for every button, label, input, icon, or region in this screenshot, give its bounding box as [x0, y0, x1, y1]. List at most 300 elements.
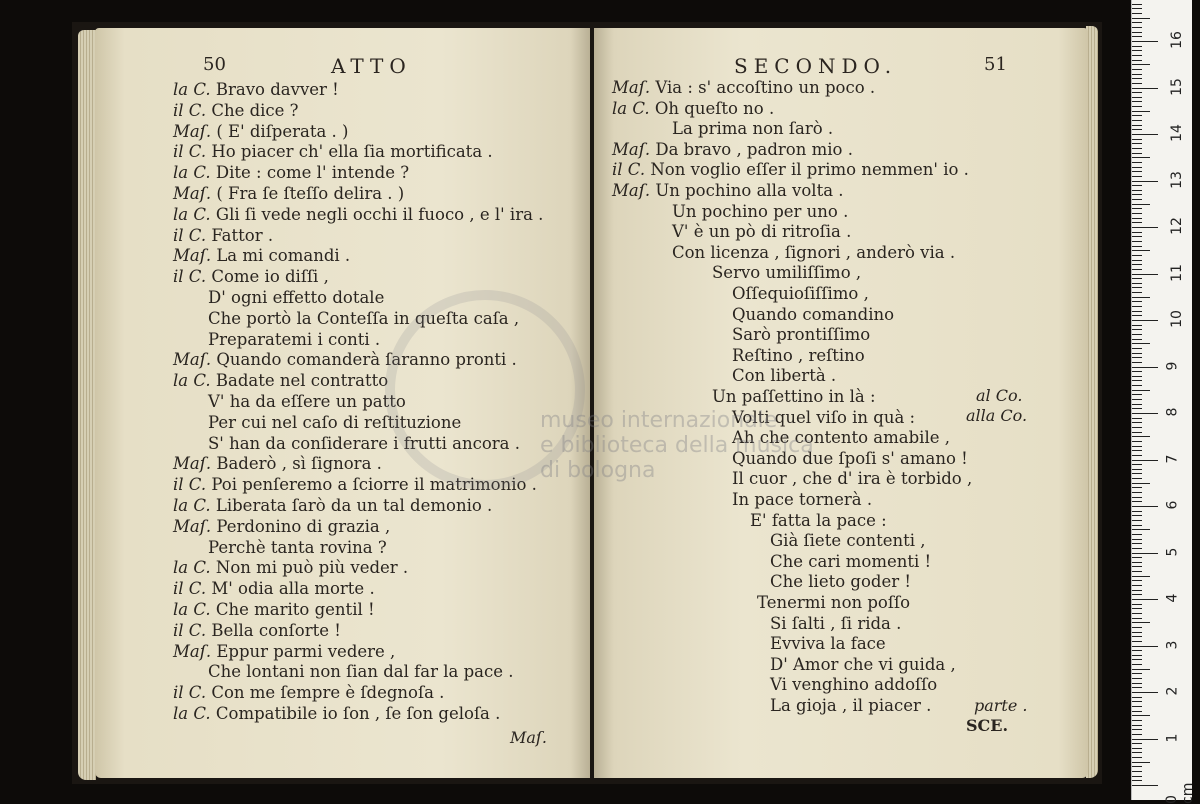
ruler-tick [1132, 771, 1142, 772]
ruler-tick [1132, 673, 1142, 674]
line-text: Liberata ſarò da un tal demonio . [215, 496, 493, 515]
ruler-tick [1132, 22, 1142, 23]
text-line [173, 496, 492, 516]
stage-direction-al-co: al Co. [976, 386, 1023, 405]
ruler-tick [1132, 650, 1142, 651]
ruler-number: 15 [1168, 77, 1185, 96]
text-line [757, 593, 910, 613]
line-text: Ho piacer ch' ella ſia mortificata . [211, 142, 493, 162]
ruler-tick [1132, 515, 1142, 516]
line-text: ( E' diſperata . ) [216, 121, 349, 141]
ruler-tick [1132, 464, 1142, 465]
ruler-tick [1132, 664, 1142, 665]
stage-direction-parte: parte . [974, 696, 1028, 715]
text-line [173, 704, 500, 724]
ruler-tick [1132, 329, 1142, 330]
ruler-tick [1132, 148, 1142, 149]
text-line [672, 119, 833, 139]
watermark-line: di bologna [540, 458, 656, 483]
ruler-tick [1132, 334, 1142, 335]
line-text: Via : s' accoſtino un poco . [655, 78, 876, 97]
line-text: Che lieto goder ! [770, 572, 911, 592]
line-text: Da bravo , padron mio . [655, 139, 853, 159]
ruler-tick [1132, 208, 1142, 209]
speaker-label: il C. [173, 142, 212, 162]
text-line [173, 142, 493, 162]
ruler-tick [1132, 78, 1142, 79]
text-line [173, 267, 329, 287]
ruler-tick [1132, 88, 1158, 89]
text-line [208, 662, 514, 682]
text-line [612, 181, 844, 201]
speaker-label: la C. [173, 80, 216, 99]
speaker-label: la C. [173, 204, 216, 224]
watermark-line: museo internazionale [540, 408, 778, 433]
ruler-tick [1132, 60, 1142, 61]
line-text: Quando due ſpoſi s' amano ! [732, 448, 968, 468]
text-line [173, 642, 395, 662]
ruler-tick [1132, 111, 1150, 112]
ruler-tick [1132, 725, 1142, 726]
line-text: D' ogni effetto dotale [208, 288, 385, 307]
ruler-tick [1132, 348, 1142, 349]
line-text: Che dice ? [211, 100, 299, 120]
line-text: Bravo davver ! [215, 80, 339, 99]
ruler-tick [1132, 757, 1142, 758]
ruler-tick [1132, 362, 1142, 363]
text-line [672, 243, 955, 263]
text-line [612, 78, 875, 98]
ruler-tick [1132, 167, 1142, 168]
ruler-tick [1132, 162, 1142, 163]
line-text: Oſſequioſiſſimo , [732, 284, 869, 303]
text-line [208, 330, 380, 350]
ruler-tick [1132, 436, 1150, 437]
ruler-tick [1132, 143, 1142, 144]
ruler-tick [1132, 297, 1150, 298]
right-catchword: SCE. [966, 716, 1009, 735]
ruler-tick [1132, 622, 1150, 623]
ruler-tick [1132, 181, 1158, 182]
ruler-tick [1132, 576, 1150, 577]
left-page-edges [78, 30, 96, 780]
ruler-tick [1132, 460, 1158, 461]
line-text: Compatibile io ſon , ſe ſon geloſa . [215, 704, 501, 723]
ruler-number: 16 [1168, 31, 1185, 49]
ruler-tick [1132, 669, 1150, 670]
text-line [770, 655, 956, 675]
ruler-number: 0 cm [1164, 782, 1196, 804]
ruler-tick [1132, 711, 1142, 712]
ruler-tick [1132, 171, 1142, 172]
line-text: Per cui nel caſo di reſtituzione [208, 412, 462, 432]
line-text: E' fatta la pace : [750, 510, 887, 530]
line-text: Che lontani non ſian dal far la pace . [208, 662, 514, 682]
ruler-tick [1132, 250, 1150, 251]
speaker-label: la C. [173, 600, 216, 619]
ruler-tick [1132, 232, 1142, 233]
text-line [712, 263, 861, 283]
text-line [732, 346, 865, 366]
line-text: Gli ſi vede negli occhi il fuoco , e l' ira . [215, 204, 544, 224]
line-text: Oh queſto no . [654, 98, 775, 118]
text-line [173, 371, 388, 391]
text-line [173, 122, 349, 142]
left-page-header: ATTO [331, 54, 412, 78]
text-line [770, 531, 926, 551]
ruler-tick [1132, 64, 1150, 65]
line-text: In pace tornerà . [732, 490, 873, 509]
ruler-tick [1132, 701, 1142, 702]
ruler-tick [1132, 748, 1142, 749]
speaker-label: il C. [173, 620, 212, 640]
line-text: Vi venghino addoſſo [770, 675, 938, 695]
ruler-tick [1132, 608, 1142, 609]
right-page-header: SECONDO. [734, 54, 898, 78]
ruler-tick [1132, 734, 1142, 735]
ruler-tick [1132, 687, 1142, 688]
ruler-tick [1132, 376, 1142, 377]
line-text: Evviva la face [770, 634, 886, 654]
speaker-label: il C. [173, 579, 212, 599]
line-text: Che marito gentil ! [215, 600, 375, 619]
speaker-label: il C. [173, 267, 212, 287]
line-text: D' Amor che vi guida , [770, 654, 956, 674]
ruler-tick [1132, 683, 1142, 684]
ruler-tick [1132, 404, 1142, 405]
ruler-tick [1132, 194, 1142, 195]
line-text: Volti quel viſo in quà : [732, 407, 916, 427]
ruler-tick [1132, 427, 1142, 428]
ruler-tick [1132, 157, 1150, 158]
ruler-tick [1132, 534, 1142, 535]
ruler-tick [1132, 520, 1142, 521]
ruler-tick [1132, 394, 1142, 395]
ruler-tick [1132, 739, 1158, 740]
text-line [173, 579, 375, 599]
ruler-tick [1132, 697, 1142, 698]
ruler-tick [1132, 497, 1142, 498]
line-text: Che portò la Conteſſa in queſta caſa , [208, 308, 520, 328]
speaker-label: la C. [173, 496, 216, 515]
ruler-tick [1132, 571, 1142, 572]
ruler-tick [1132, 487, 1142, 488]
text-line [173, 163, 409, 183]
ruler-tick [1132, 678, 1142, 679]
ruler-tick [1132, 246, 1142, 247]
ruler-tick [1132, 548, 1142, 549]
line-text: Un pochino alla volta . [655, 181, 844, 200]
speaker-label: Maſ. [173, 454, 217, 474]
ruler-tick [1132, 255, 1142, 256]
ruler-tick [1132, 306, 1142, 307]
ruler-tick [1132, 83, 1142, 84]
line-text: Ah che contento amabile , [732, 428, 950, 448]
ruler-tick [1132, 325, 1142, 326]
speaker-label: il C. [173, 100, 212, 120]
ruler-tick [1132, 36, 1142, 37]
speaker-label: Maſ. [173, 641, 217, 661]
ruler-tick [1132, 539, 1142, 540]
ruler-tick [1132, 278, 1142, 279]
speaker-label: Maſ. [612, 181, 656, 200]
line-text: Preparatemi i conti . [208, 329, 381, 349]
ruler-tick [1132, 446, 1142, 447]
text-line [208, 538, 387, 558]
speaker-label: la C. [173, 704, 216, 723]
left-catchword: Maſ. [510, 728, 547, 747]
line-text: La gioja , il piacer . [770, 696, 932, 715]
ruler-tick [1132, 408, 1142, 409]
stage-direction-alla-co: alla Co. [966, 406, 1028, 425]
ruler-tick [1132, 632, 1142, 633]
text-line [173, 246, 350, 266]
line-text: Servo umiliſſimo , [712, 263, 862, 283]
ruler-tick [1132, 353, 1142, 354]
line-text: Bella conſorte ! [211, 620, 341, 640]
ruler-tick [1132, 371, 1142, 372]
ruler-number: 12 [1168, 217, 1185, 235]
text-line [173, 517, 390, 537]
line-text: Non voglio eſſer il primo nemmen' io . [650, 160, 969, 180]
ruler-number: 13 [1168, 170, 1185, 189]
ruler-tick [1132, 450, 1142, 451]
left-page-number: 50 [203, 54, 226, 75]
ruler-tick [1132, 301, 1142, 302]
ruler-tick [1132, 241, 1142, 242]
line-text: Sarò prontiſſimo [732, 325, 871, 345]
ruler-tick [1132, 320, 1158, 321]
text-line [173, 205, 543, 225]
ruler-tick [1132, 32, 1142, 33]
text-line [672, 202, 848, 222]
ruler-tick [1132, 762, 1150, 763]
ruler-tick [1132, 339, 1142, 340]
measurement-ruler [1131, 0, 1196, 804]
line-text: ( Fra ſe ſteſſo delira . ) [216, 184, 405, 203]
text-line [208, 392, 406, 412]
ruler-tick [1132, 646, 1158, 647]
text-line [173, 184, 404, 204]
speaker-label: Maſ. [173, 516, 217, 536]
watermark-text [540, 408, 814, 483]
ruler-tick [1132, 199, 1142, 200]
line-text: Badate nel contratto [215, 371, 389, 391]
ruler-tick [1132, 580, 1142, 581]
ruler-tick [1132, 604, 1142, 605]
text-line [732, 366, 836, 386]
line-text: Eppur parmi vedere , [216, 641, 396, 661]
text-line [208, 288, 384, 308]
ruler-tick [1132, 399, 1142, 400]
ruler-tick [1132, 190, 1142, 191]
ruler-tick [1132, 469, 1142, 470]
text-line [770, 552, 931, 572]
text-line [732, 490, 872, 510]
ruler-tick [1132, 264, 1142, 265]
ruler-tick [1132, 766, 1142, 767]
line-text: La prima non ſarò . [672, 119, 834, 139]
ruler-tick [1132, 74, 1142, 75]
ruler-tick [1132, 422, 1142, 423]
line-text: Quando comanderà ſaranno pronti . [216, 350, 517, 370]
ruler-tick [1132, 390, 1150, 391]
ruler-tick [1132, 627, 1142, 628]
line-text: Fattor . [211, 225, 274, 245]
line-text: Un pochino per uno . [672, 201, 849, 221]
text-line [173, 454, 382, 474]
line-text: Quando comandino [732, 304, 895, 324]
ruler-tick [1132, 343, 1150, 344]
line-text: Non mi può più veder . [215, 558, 409, 578]
ruler-tick [1132, 562, 1142, 563]
ruler-tick [1132, 655, 1142, 656]
ruler-tick [1132, 776, 1142, 777]
ruler-tick [1132, 27, 1142, 28]
ruler-tick [1132, 4, 1142, 5]
ruler-number: 6 [1164, 500, 1181, 510]
line-text: Già ſiete contenti , [770, 531, 926, 551]
line-text: Tenermi non poſſo [757, 593, 911, 612]
ruler-tick [1132, 706, 1142, 707]
ruler-tick [1132, 441, 1142, 442]
ruler-number: 1 [1164, 733, 1181, 742]
ruler-tick [1132, 585, 1142, 586]
line-text: Baderò , sì ſignora . [216, 454, 382, 474]
ruler-tick [1132, 483, 1150, 484]
ruler-tick [1132, 506, 1158, 507]
speaker-label: Maſ. [173, 350, 217, 370]
ruler-number: 2 [1164, 686, 1181, 696]
ruler-number: 11 [1168, 263, 1185, 282]
text-line [750, 511, 887, 531]
line-text: V' ha da eſſere un patto [208, 392, 406, 411]
speaker-label: Maſ. [173, 121, 217, 141]
line-text: Che cari momenti ! [770, 551, 932, 571]
ruler-tick [1132, 618, 1142, 619]
ruler-tick [1132, 176, 1142, 177]
ruler-tick [1132, 269, 1142, 270]
ruler-tick [1132, 752, 1142, 753]
ruler-tick [1132, 413, 1158, 414]
ruler-tick [1132, 590, 1142, 591]
ruler-number: 10 [1168, 310, 1185, 328]
ruler-tick [1132, 715, 1150, 716]
text-line [173, 101, 299, 121]
ruler-tick [1132, 641, 1142, 642]
line-text: Il cuor , che d' ira è torbido , [732, 469, 973, 489]
ruler-tick [1132, 729, 1142, 730]
speaker-label: il C. [612, 160, 651, 180]
ruler-tick [1132, 218, 1142, 219]
ruler-tick [1132, 283, 1142, 284]
ruler-tick [1132, 659, 1142, 660]
text-line [173, 600, 375, 620]
ruler-tick [1132, 236, 1142, 237]
ruler-tick [1132, 41, 1158, 42]
ruler-tick [1132, 557, 1142, 558]
ruler-tick [1132, 115, 1142, 116]
ruler-tick [1132, 274, 1158, 275]
ruler-tick [1132, 134, 1158, 135]
ruler-tick [1132, 260, 1142, 261]
line-text: Un paſſettino in là : [712, 387, 876, 406]
line-text: Si ſalti , ſi rida . [770, 613, 902, 633]
ruler-tick [1132, 129, 1142, 130]
line-text: Con libertà . [732, 366, 837, 386]
text-line [770, 634, 886, 654]
text-line [732, 305, 894, 325]
line-text: Con me ſempre è ſdegnoſa . [211, 683, 445, 703]
ruler-tick [1132, 599, 1158, 600]
text-line [173, 80, 339, 100]
line-text: Con licenza , ſignori , anderò via . [672, 242, 956, 262]
line-text: Reſtino , reſtino [732, 345, 865, 365]
ruler-tick [1132, 492, 1142, 493]
text-line [173, 558, 408, 578]
speaker-label: Maſ. [173, 246, 217, 266]
speaker-label: la C. [612, 98, 655, 118]
ruler-tick [1132, 357, 1142, 358]
ruler-tick [1132, 106, 1142, 107]
ruler-tick [1132, 385, 1142, 386]
ruler-tick [1132, 785, 1158, 786]
ruler-number: 5 [1164, 547, 1181, 556]
ruler-tick [1132, 55, 1142, 56]
ruler-tick [1132, 780, 1142, 781]
ruler-tick [1132, 743, 1142, 744]
ruler-tick [1132, 418, 1142, 419]
speaker-label: Maſ. [173, 184, 217, 203]
text-line [770, 614, 901, 634]
ruler-tick [1132, 636, 1142, 637]
line-text: Poi penſeremo a ſciorre il matrimonio . [211, 475, 537, 495]
text-line [712, 387, 876, 407]
line-text: S' han da conſiderare i frutti ancora . [208, 433, 520, 453]
text-line [173, 683, 444, 703]
ruler-tick [1132, 566, 1142, 567]
ruler-tick [1132, 222, 1142, 223]
ruler-tick [1132, 613, 1142, 614]
text-line [612, 99, 774, 119]
ruler-tick [1132, 185, 1142, 186]
ruler-tick [1132, 511, 1142, 512]
text-line [770, 696, 931, 716]
ruler-tick [1132, 120, 1142, 121]
ruler-tick [1132, 18, 1150, 19]
ruler-tick [1132, 46, 1142, 47]
ruler-tick [1132, 380, 1142, 381]
ruler-tick [1132, 692, 1158, 693]
ruler-number: 3 [1164, 640, 1181, 649]
ruler-tick [1132, 543, 1142, 544]
ruler-tick [1132, 720, 1142, 721]
ruler-tick [1132, 8, 1142, 9]
ruler-tick [1132, 525, 1142, 526]
ruler-tick [1132, 69, 1142, 70]
ruler-tick [1132, 50, 1142, 51]
ruler-number: 8 [1164, 407, 1181, 417]
ruler-tick [1132, 529, 1150, 530]
speaker-label: la C. [173, 163, 216, 183]
text-line [612, 140, 853, 160]
text-line [612, 160, 969, 180]
ruler-tick [1132, 367, 1158, 368]
line-text: V' è un pò di ritroſia . [672, 222, 852, 242]
ruler-number: 7 [1164, 454, 1181, 463]
ruler-tick [1132, 101, 1142, 102]
ruler-number: 9 [1164, 361, 1181, 370]
